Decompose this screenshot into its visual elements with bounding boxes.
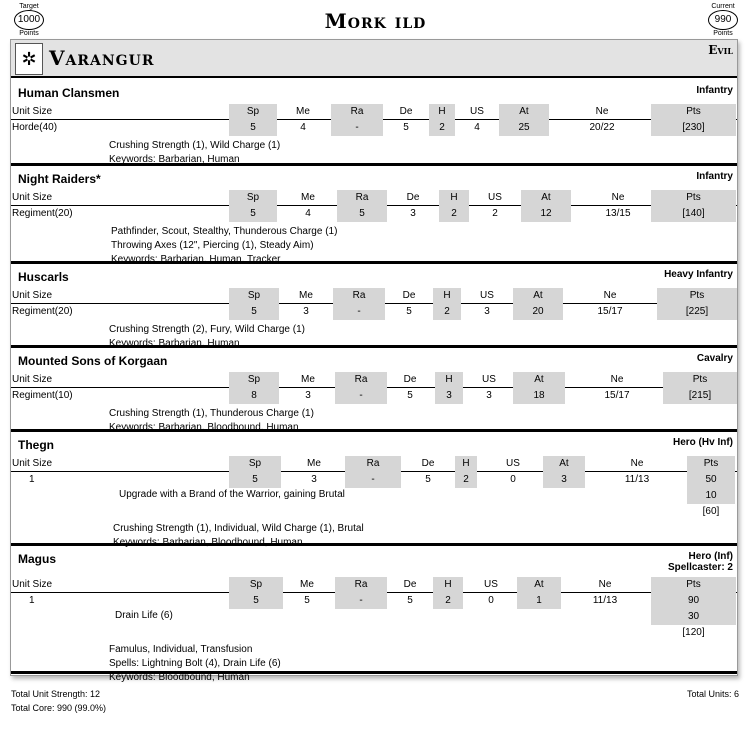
col-unit-size: Unit Size (12, 106, 53, 117)
col-h: H (429, 104, 455, 120)
total-unit-strength: Total Unit Strength: 12 (11, 689, 101, 699)
special-rules-line: Crushing Strength (1), Wild Charge (1) (109, 140, 281, 151)
special-rules-line: Keywords: Barbarian, Human, Tracker (111, 254, 281, 265)
col-sp: Sp (229, 288, 279, 304)
upgrade-points: 10 (687, 488, 735, 504)
unit-entry (11, 264, 737, 348)
stat-de-value: 5 (403, 122, 409, 133)
col-ra: Ra (331, 104, 383, 120)
col-me: Me (307, 458, 321, 469)
unit-total-points: [120] (682, 627, 705, 638)
col-sp: Sp (229, 577, 283, 593)
col-pts: Pts (651, 104, 736, 120)
unit-type-primary: Cavalry (696, 353, 733, 364)
col-ra: Ra (345, 456, 401, 472)
stat-ne-value: 13/15 (605, 208, 631, 219)
col-pts: Pts (687, 456, 735, 472)
col-me: Me (301, 192, 315, 203)
stat-ra-value: - (335, 388, 387, 404)
stat-de-value: 5 (407, 390, 413, 401)
army-panel (10, 39, 738, 683)
stat-at-value: 1 (517, 593, 561, 609)
varangur-emblem-icon: ✲ (15, 43, 43, 75)
stat-sp-value: 5 (229, 206, 277, 222)
unit-type (696, 171, 733, 182)
stat-sp-value: 5 (229, 304, 279, 320)
col-de: De (402, 290, 416, 301)
stat-header-row (11, 577, 737, 593)
col-us: US (484, 579, 498, 590)
target-unit: Points (19, 30, 39, 37)
col-us: US (482, 374, 496, 385)
col-us: US (488, 192, 502, 203)
col-ne: Ne (595, 106, 609, 117)
stat-me-value: 3 (311, 474, 317, 485)
stat-header-row (11, 104, 737, 120)
stat-h-value: 2 (429, 120, 455, 136)
col-ra: Ra (335, 372, 387, 388)
unit-entry (11, 80, 737, 166)
stat-me-value: 4 (305, 208, 311, 219)
col-h: H (435, 372, 463, 388)
col-pts: Pts (663, 372, 737, 388)
special-rules-line: Keywords: Bloodbound, Human (109, 672, 250, 683)
unit-type-secondary: Spellcaster: 2 (667, 562, 733, 573)
col-pts: Pts (657, 288, 737, 304)
stat-ra-value: - (331, 120, 383, 136)
stat-me-value: 4 (300, 122, 306, 133)
upgrade-text: Upgrade with a Brand of the Warrior, gaining Brutal (119, 489, 345, 500)
col-sp: Sp (229, 456, 281, 472)
special-rules-line: Famulus, Individual, Transfusion (109, 644, 253, 655)
col-unit-size: Unit Size (12, 290, 53, 301)
special-rules-line: Keywords: Barbarian, Human (109, 338, 240, 349)
stat-h-value: 2 (455, 472, 477, 488)
col-unit-size: Unit Size (12, 458, 53, 469)
stat-us-value: 2 (492, 208, 498, 219)
unit-type (673, 437, 733, 448)
unit-entry (11, 546, 737, 683)
current-label: Current (711, 3, 735, 10)
col-h: H (433, 288, 461, 304)
stat-de-value: 5 (425, 474, 431, 485)
stat-ra-value: - (345, 472, 401, 488)
special-rules-line: Crushing Strength (2), Fury, Wild Charge (1) (109, 324, 305, 335)
stat-me-value: 3 (305, 390, 311, 401)
col-unit-size: Unit Size (12, 192, 53, 203)
stat-de-value: 5 (407, 595, 413, 606)
col-at: At (521, 190, 571, 206)
col-de: De (399, 106, 413, 117)
stat-value-row (11, 120, 737, 136)
stat-me-value: 5 (304, 595, 310, 606)
special-rules-line: Pathfinder, Scout, Stealthy, Thunderous Charge (1) (111, 226, 338, 237)
stat-us-value: 0 (510, 474, 516, 485)
col-me: Me (296, 106, 310, 117)
special-rules-line: Crushing Strength (1), Thunderous Charge (1) (109, 408, 314, 419)
stat-ra-value: 5 (337, 206, 387, 222)
special-rules-line: Crushing Strength (1), Individual, Wild Charge (1), Brutal (113, 523, 364, 534)
stat-ne-value: 11/13 (624, 474, 650, 485)
col-us: US (470, 106, 484, 117)
stat-header-row (11, 372, 737, 388)
stat-us-value: 3 (486, 390, 492, 401)
stat-pts-value: 90 (651, 593, 736, 609)
stat-ne-value: 15/17 (597, 306, 623, 317)
stat-pts-value: 50 (687, 472, 735, 488)
current-unit: Points (713, 30, 733, 37)
col-at: At (513, 372, 565, 388)
unit-size-value: Regiment(10) (12, 390, 73, 401)
col-ne: Ne (598, 579, 612, 590)
col-unit-size: Unit Size (12, 374, 53, 385)
stat-header-row (11, 288, 737, 304)
stat-sp-value: 5 (229, 593, 283, 609)
unit-entry (11, 432, 737, 546)
stat-value-row (11, 388, 737, 404)
stat-header-row (11, 190, 737, 206)
stat-at-value: 25 (499, 120, 549, 136)
stat-h-value: 2 (439, 206, 469, 222)
army-header (11, 40, 737, 78)
stat-h-value: 2 (433, 304, 461, 320)
stat-header-row (11, 456, 737, 472)
stat-sp-value: 5 (229, 472, 281, 488)
stat-pts-value: [225] (657, 304, 737, 320)
unit-name: Night Raiders* (18, 172, 101, 186)
stat-value-row (11, 472, 737, 488)
unit-type-primary: Infantry (696, 171, 733, 182)
upgrade-points: 30 (651, 609, 736, 625)
unit-size-value: 1 (29, 595, 35, 606)
special-rules-line: Keywords: Barbarian, Bloodbound, Human (109, 422, 299, 433)
special-rules-line: Throwing Axes (12", Piercing (1), Steady Aim) (111, 240, 314, 251)
col-sp: Sp (229, 104, 277, 120)
col-de: De (403, 374, 417, 385)
unit-type (668, 551, 733, 573)
col-me: Me (300, 579, 314, 590)
col-at: At (543, 456, 585, 472)
target-value: 1000 (14, 10, 44, 30)
col-unit-size: Unit Size (12, 579, 53, 590)
unit-size-value: Regiment(20) (12, 306, 73, 317)
stat-value-row (11, 206, 737, 222)
col-ra: Ra (337, 190, 387, 206)
current-points-badge (706, 3, 740, 37)
stat-h-value: 3 (435, 388, 463, 404)
col-h: H (433, 577, 463, 593)
unit-entry (11, 166, 737, 264)
col-at: At (517, 577, 561, 593)
unit-name: Huscarls (18, 270, 69, 284)
unit-type-primary: Hero (Inf) (688, 551, 733, 562)
stat-pts-value: [230] (651, 120, 736, 136)
army-alignment: Evil (708, 43, 733, 57)
stat-us-value: 0 (488, 595, 494, 606)
col-ne: Ne (630, 458, 644, 469)
col-us: US (480, 290, 494, 301)
col-at: At (513, 288, 563, 304)
stat-h-value: 2 (433, 593, 463, 609)
stat-ne-value: 11/13 (592, 595, 618, 606)
col-at: At (499, 104, 549, 120)
stat-at-value: 12 (521, 206, 571, 222)
unit-entry (11, 348, 737, 432)
stat-sp-value: 5 (229, 120, 277, 136)
stat-ne-value: 20/22 (589, 122, 615, 133)
stat-sp-value: 8 (229, 388, 279, 404)
col-pts: Pts (651, 190, 736, 206)
col-ne: Ne (611, 192, 625, 203)
page-header (0, 0, 751, 40)
stat-pts-value: [140] (651, 206, 736, 222)
stat-at-value: 18 (513, 388, 565, 404)
unit-type (664, 269, 733, 280)
stat-pts-value: [215] (663, 388, 737, 404)
col-sp: Sp (229, 190, 277, 206)
stat-de-value: 3 (410, 208, 416, 219)
upgrade-text: Drain Life (6) (115, 610, 173, 621)
stat-value-row (11, 304, 737, 320)
unit-type-primary: Heavy Infantry (664, 269, 733, 280)
target-label: Target (19, 3, 39, 10)
unit-total-points: [60] (702, 506, 720, 517)
col-de: De (421, 458, 435, 469)
unit-type (697, 353, 733, 364)
col-pts: Pts (651, 577, 736, 593)
col-de: De (406, 192, 420, 203)
special-rules-line: Spells: Lightning Bolt (4), Drain Life (6) (109, 658, 281, 669)
stat-value-row (11, 593, 737, 609)
col-ra: Ra (335, 577, 387, 593)
stat-ra-value: - (333, 304, 385, 320)
total-core: Total Core: 990 (99.0%) (11, 703, 107, 713)
list-title: Mork ild (324, 9, 427, 33)
special-rules-line: Keywords: Barbarian, Bloodbound, Human (113, 537, 303, 548)
unit-type (696, 85, 733, 96)
col-us: US (506, 458, 520, 469)
col-h: H (455, 456, 477, 472)
col-me: Me (299, 290, 313, 301)
special-rules-line: Keywords: Barbarian, Human (109, 154, 240, 165)
unit-type-primary: Hero (Hv Inf) (673, 437, 733, 448)
unit-name: Magus (18, 552, 57, 566)
unit-type-primary: Infantry (696, 85, 733, 96)
stat-at-value: 3 (543, 472, 585, 488)
col-de: De (403, 579, 417, 590)
stat-at-value: 20 (513, 304, 563, 320)
stat-ne-value: 15/17 (604, 390, 630, 401)
unit-size-value: 1 (29, 474, 35, 485)
total-units: Total Units: 6 (686, 689, 739, 699)
unit-name: Human Clansmen (18, 86, 120, 100)
stat-de-value: 5 (406, 306, 412, 317)
stat-us-value: 3 (484, 306, 490, 317)
col-ne: Ne (610, 374, 624, 385)
col-ne: Ne (603, 290, 617, 301)
stat-ra-value: - (335, 593, 387, 609)
unit-name: Thegn (18, 438, 54, 452)
unit-size-value: Horde(40) (12, 122, 58, 133)
stat-me-value: 3 (303, 306, 309, 317)
current-value: 990 (708, 10, 738, 30)
stat-us-value: 4 (474, 122, 480, 133)
army-name: Varangur (49, 46, 155, 70)
col-me: Me (301, 374, 315, 385)
unit-name: Mounted Sons of Korgaan (18, 354, 168, 368)
unit-size-value: Regiment(20) (12, 208, 73, 219)
col-sp: Sp (229, 372, 279, 388)
col-ra: Ra (333, 288, 385, 304)
col-h: H (439, 190, 469, 206)
